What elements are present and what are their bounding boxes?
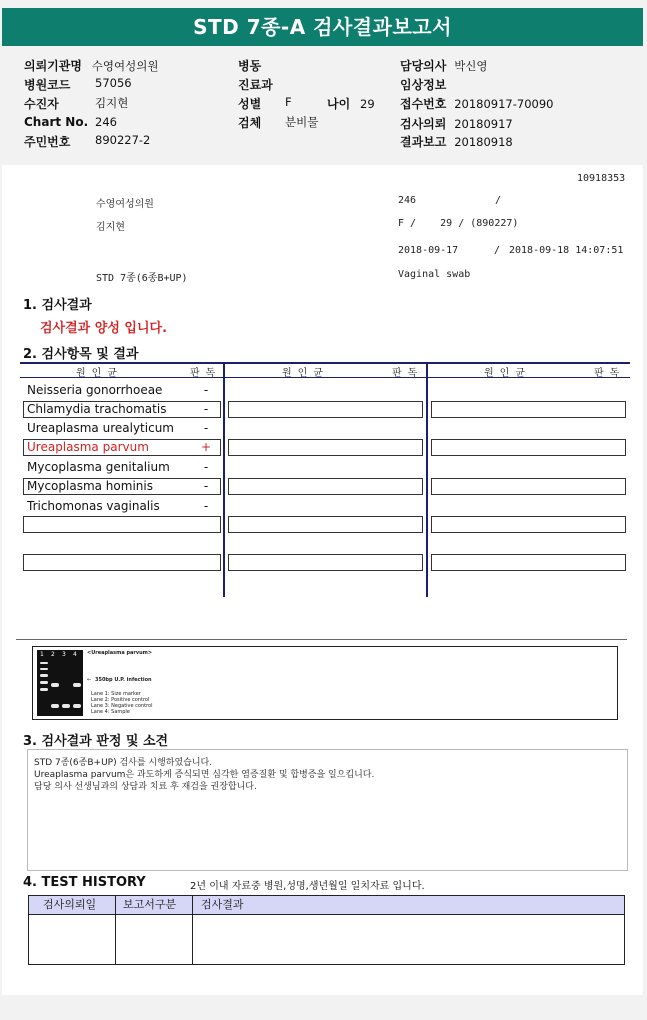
- remarks-box: [27, 749, 628, 871]
- gel-band: [40, 674, 48, 677]
- doctor-value: 박신영: [454, 59, 488, 73]
- clinical-info-label: 임상정보: [400, 78, 447, 92]
- specimen-value: 분비물: [285, 115, 319, 129]
- result-row-box: [431, 516, 626, 533]
- pathogen-result: -: [203, 421, 209, 435]
- result-row-box: [228, 439, 423, 456]
- report-date-value: 20180918: [454, 135, 513, 149]
- pathogen-name: Ureaplasma urealyticum: [27, 421, 174, 435]
- col-pathogen-3: 원인균: [484, 368, 531, 379]
- gel-arrow-label: 350bp U.P. infection: [95, 677, 152, 683]
- gel-band: [51, 683, 59, 687]
- specimen-row: [238, 114, 319, 131]
- table-divider-2: [426, 363, 428, 597]
- ward-label: 병동: [238, 59, 262, 73]
- record-test-name: STD 7종(6종B+UP): [96, 273, 188, 284]
- remark-line: 담당 의사 선생님과의 상담과 치료 후 재검을 권장합니다.: [34, 782, 257, 792]
- record-institution: 수영여성의원: [96, 199, 154, 210]
- age-row: [327, 95, 375, 112]
- result-row-box: [431, 439, 626, 456]
- gel-lane-number: 3: [62, 651, 66, 658]
- hospital-code-row: [24, 76, 132, 93]
- request-date-row: [400, 115, 513, 132]
- gel-band: [51, 704, 59, 708]
- gel-legend-item: Lane 1: Size marker: [91, 691, 141, 697]
- resident-no-label: 주민번호: [24, 135, 71, 149]
- gel-band: [62, 704, 70, 708]
- chart-no-row: [24, 115, 117, 129]
- clinical-info-row: [400, 76, 446, 93]
- department-row: [238, 76, 273, 93]
- history-col-result: 검사결과: [201, 898, 244, 911]
- record-date-slash: /: [494, 245, 501, 256]
- pathogen-name: Mycoplasma hominis: [27, 479, 153, 493]
- col-pathogen-2: 원인균: [282, 368, 329, 379]
- history-table: [28, 895, 625, 965]
- history-note: 2년 이내 자료중 병원,성명,생년월일 일치자료 입니다.: [190, 881, 425, 892]
- institution-value: 수영여성의원: [91, 59, 159, 73]
- request-date-label: 검사의뢰: [400, 117, 447, 131]
- pathogen-result: -: [203, 383, 209, 397]
- record-chart: 246: [398, 195, 417, 206]
- pathogen-name-positive: Ureaplasma parvum: [27, 440, 149, 454]
- record-date-start: 2018-09-17: [398, 245, 459, 256]
- result-row-box: [23, 516, 221, 533]
- receipt-no-value: 20180917-70090: [454, 97, 554, 111]
- gel-band: [73, 704, 81, 708]
- section4-title: 4. TEST HISTORY: [23, 875, 146, 890]
- gel-lane-number: 1: [40, 651, 44, 658]
- record-id: 10918353: [577, 173, 626, 184]
- report-title: STD 7종-A 검사결과보고서: [2, 8, 643, 46]
- pathogen-result: -: [203, 499, 209, 513]
- section-divider: [16, 639, 627, 640]
- record-specimen: Vaginal swab: [398, 269, 471, 280]
- age-value: 29: [360, 97, 375, 111]
- chart-no-value: 246: [95, 115, 117, 129]
- history-col-report-type: 보고서구분: [123, 898, 177, 911]
- ward-row: [238, 57, 261, 74]
- result-row-box: [23, 554, 221, 571]
- gel-band: [40, 662, 48, 664]
- pathogen-name: Chlamydia trachomatis: [27, 402, 167, 416]
- history-col-divider: [192, 896, 193, 964]
- gel-band: [73, 683, 81, 687]
- history-table-header: [29, 896, 624, 915]
- hospital-code-value: 57056: [95, 76, 132, 90]
- positive-result: 검사결과 양성 입니다.: [40, 321, 168, 336]
- gel-electrophoresis-image: [37, 650, 83, 716]
- report-date-label: 결과보고: [400, 135, 447, 149]
- gel-band: [40, 681, 48, 684]
- remark-line: STD 7종(6종B+UP) 검사를 시행하였습니다.: [34, 758, 213, 768]
- section1-title: 1. 검사결과: [23, 298, 92, 313]
- history-col-divider: [115, 896, 116, 964]
- gel-lane-number: 2: [51, 651, 55, 658]
- doctor-label: 담당의사: [400, 59, 447, 73]
- age-label: 나이: [327, 97, 351, 111]
- record-patient: 김지현: [96, 222, 125, 233]
- section3-title: 3. 검사결과 판정 및 소견: [23, 734, 169, 749]
- result-row-box: [228, 554, 423, 571]
- record-sex-age: F / 29 / (890227): [398, 218, 519, 229]
- sex-label: 성별: [238, 97, 262, 111]
- department-label: 진료과: [238, 78, 273, 92]
- hospital-code-label: 병원코드: [24, 78, 71, 92]
- section2-title: 2. 검사항목 및 결과: [23, 347, 139, 362]
- gel-lane-number: 4: [73, 651, 77, 658]
- col-result-3: 판독: [594, 368, 626, 379]
- record-chart-slash: /: [495, 195, 502, 206]
- chart-no-label: Chart No.: [24, 115, 89, 129]
- gel-legend-item: Lane 2: Positive control: [91, 697, 150, 703]
- pathogen-result: -: [203, 402, 209, 416]
- resident-no-value: 890227-2: [95, 133, 151, 147]
- gel-band: [40, 688, 48, 691]
- sex-row: [238, 95, 292, 112]
- result-row-box: [431, 554, 626, 571]
- pathogen-name: Mycoplasma genitalium: [27, 460, 170, 474]
- pathogen-result: -: [203, 460, 209, 474]
- receipt-no-label: 접수번호: [400, 97, 447, 111]
- specimen-label: 검체: [238, 116, 262, 130]
- patient-row: [24, 95, 129, 112]
- result-row-box: [431, 401, 626, 418]
- result-row-box: [228, 516, 423, 533]
- doctor-row: [400, 57, 488, 74]
- record-date-end: 2018-09-18 14:07:51: [509, 245, 624, 256]
- result-row-box: [228, 478, 423, 495]
- gel-band: [40, 668, 48, 670]
- institution-label: 의뢰기관명: [24, 59, 82, 73]
- pathogen-result-positive: +: [200, 440, 212, 454]
- col-pathogen-1: 원인균: [76, 368, 123, 379]
- pathogen-name: Neisseria gonorrhoeae: [27, 383, 163, 397]
- request-date-value: 20180917: [454, 117, 513, 131]
- gel-title: <Ureaplasma parvum>: [87, 650, 153, 656]
- sex-value: F: [285, 95, 292, 109]
- gel-image-box: [32, 646, 618, 720]
- col-result-2: 판독: [392, 368, 424, 379]
- result-row-box: [431, 478, 626, 495]
- gel-legend-item: Lane 3: Negative control: [91, 703, 153, 709]
- table-divider-1: [223, 363, 225, 597]
- patient-value: 김지현: [95, 96, 129, 110]
- gel-arrow-icon: ←: [87, 677, 92, 683]
- result-row-box: [228, 401, 423, 418]
- resident-no-row: [24, 133, 151, 150]
- institution-row: [24, 57, 158, 74]
- report-date-row: [400, 133, 513, 150]
- pathogen-result: -: [203, 479, 209, 493]
- history-col-request-date: 검사의뢰일: [43, 898, 97, 911]
- col-result-1: 판독: [190, 368, 222, 379]
- remark-line: Ureaplasma parvum은 과도하게 증식되면 심각한 염증질환 및 합병증을 일으킵니다.: [34, 770, 375, 780]
- receipt-no-row: [400, 95, 553, 112]
- pathogen-name: Trichomonas vaginalis: [27, 499, 160, 513]
- patient-label: 수진자: [24, 97, 59, 111]
- gel-legend-item: Lane 4: Sample: [91, 709, 130, 715]
